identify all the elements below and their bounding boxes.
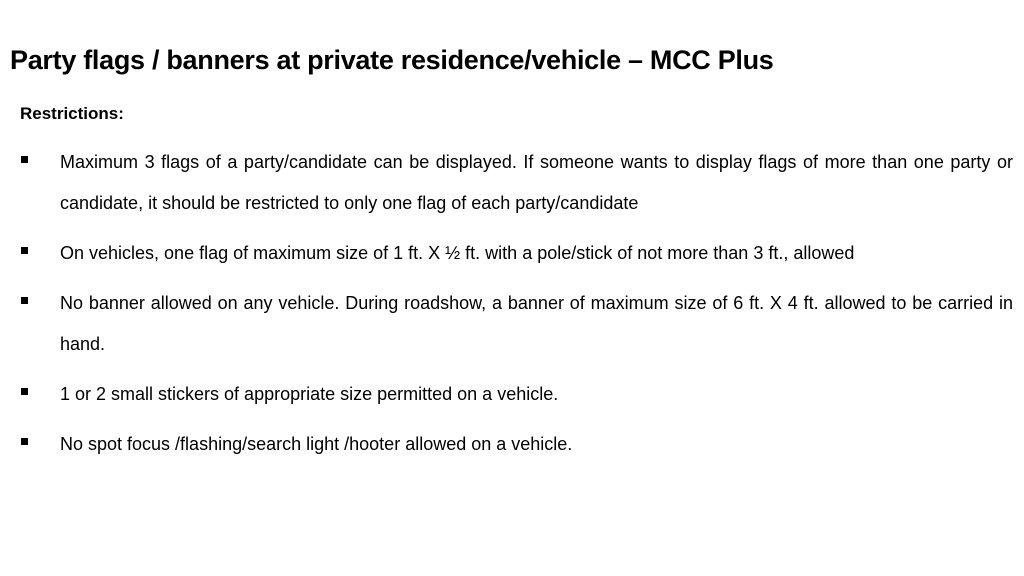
list-item	[0, 233, 1024, 274]
list-item-text: Maximum 3 flags of a party/candidate can be displayed. If someone wants to display flags of more than one party or candidate, it should be restricted to only one flag of each party/candidate	[60, 152, 1013, 213]
list-item	[0, 374, 1024, 415]
list-item-text: No banner allowed on any vehicle. During roadshow, a banner of maximum size of 6 ft. X 4 ft. allowed to be carried in hand.	[60, 293, 1013, 354]
restrictions-list	[0, 142, 1024, 474]
list-item	[0, 424, 1024, 465]
list-item	[0, 283, 1024, 365]
square-bullet-icon	[21, 388, 28, 395]
square-bullet-icon	[21, 247, 28, 254]
list-item-text: No spot focus /flashing/search light /hooter allowed on a vehicle.	[60, 434, 573, 454]
square-bullet-icon	[21, 297, 28, 304]
restrictions-heading: Restrictions:	[20, 104, 124, 123]
square-bullet-icon	[21, 156, 28, 163]
list-item-text: 1 or 2 small stickers of appropriate size permitted on a vehicle.	[60, 384, 559, 404]
list-item-text: On vehicles, one flag of maximum size of 1 ft. X ½ ft. with a pole/stick of not more than 3 ft., allowed	[60, 243, 855, 263]
square-bullet-icon	[21, 438, 28, 445]
list-item	[0, 142, 1024, 224]
slide-title: Party flags / banners at private residence/vehicle – MCC Plus	[10, 45, 774, 75]
